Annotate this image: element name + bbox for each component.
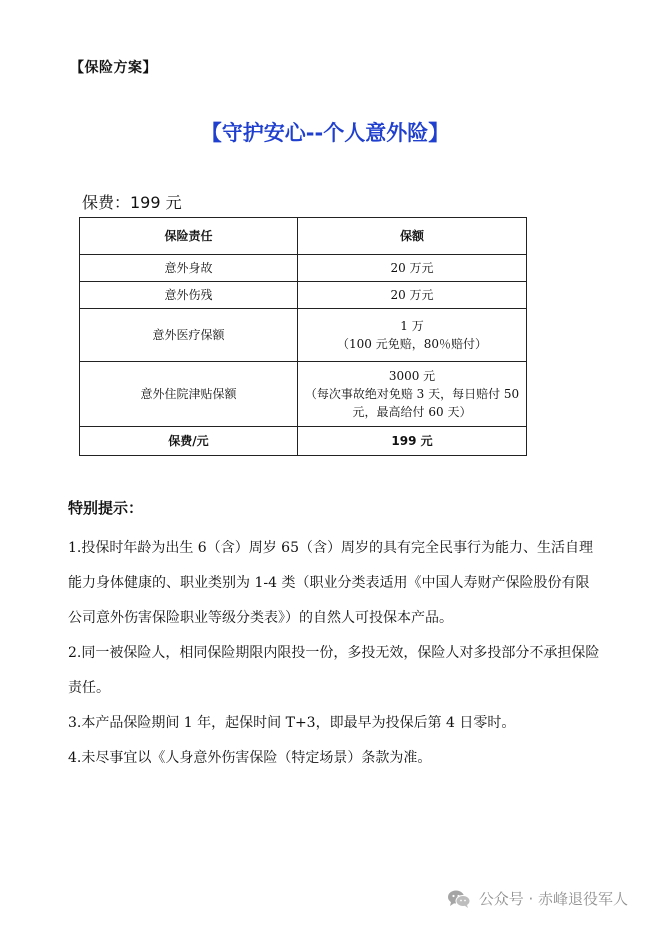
tip-item: 3.本产品保险期间 1 年，起保时间 T+3，即最早为投保后第 4 日零时。 xyxy=(68,715,516,731)
header-amount: 保额 xyxy=(298,218,527,255)
tip-item: 2.同一被保险人，相同保险期限内限投一份，多投无效，保险人对多投部分不承担保险责任。 xyxy=(68,645,600,696)
row-amount: 1 万 xyxy=(400,319,424,333)
row-note: （每次事故绝对免赔 3 天，每日赔付 50 元，最高给付 60 天） xyxy=(304,387,520,419)
table-row xyxy=(80,255,527,282)
table-row xyxy=(80,362,527,427)
coverage-table xyxy=(79,217,527,456)
row-item: 意外医疗保额 xyxy=(80,309,298,362)
table-row xyxy=(80,282,527,309)
wechat-icon xyxy=(447,889,471,909)
row-item: 意外住院津贴保额 xyxy=(80,362,298,427)
row-amount-cell xyxy=(298,362,527,427)
row-item: 意外伤残 xyxy=(80,282,298,309)
watermark-text: 公众号 · 赤峰退役军人 xyxy=(478,890,628,908)
table-row xyxy=(80,309,527,362)
tips-list xyxy=(68,531,600,776)
row-amount-cell xyxy=(298,309,527,362)
document-title: 【守护安心--个人意外险】 xyxy=(200,121,450,145)
row-note: （100 元免赔，80％赔付） xyxy=(337,337,487,351)
row-amount: 20 万元 xyxy=(298,255,527,282)
row-amount: 20 万元 xyxy=(298,282,527,309)
row-amount: 3000 元 xyxy=(388,369,436,383)
tip-item: 4.未尽事宜以《人身意外伤害保险（特定场景）条款为准。 xyxy=(68,750,432,766)
tip-item: 1.投保时年龄为出生 6（含）周岁 65（含）周岁的具有完全民事行为能力、生活自理能力身体健康的、职业类别为 1-4 类（职业分类表适用《中国人寿财产保险股份有限公司意外伤害保险职业等级分类表》）的自然人可投保本产品。 xyxy=(68,540,593,626)
tips-heading: 特别提示： xyxy=(68,499,144,517)
table-header-row xyxy=(80,218,527,255)
premium-line: 保费：199 元 xyxy=(82,193,182,212)
row-item: 意外身故 xyxy=(80,255,298,282)
watermark xyxy=(447,888,628,909)
total-label: 保费/元 xyxy=(80,427,298,456)
total-value: 199 元 xyxy=(298,427,527,456)
table-total-row xyxy=(80,427,527,456)
section-tag: 【保险方案】 xyxy=(70,60,157,76)
header-liability: 保险责任 xyxy=(80,218,298,255)
